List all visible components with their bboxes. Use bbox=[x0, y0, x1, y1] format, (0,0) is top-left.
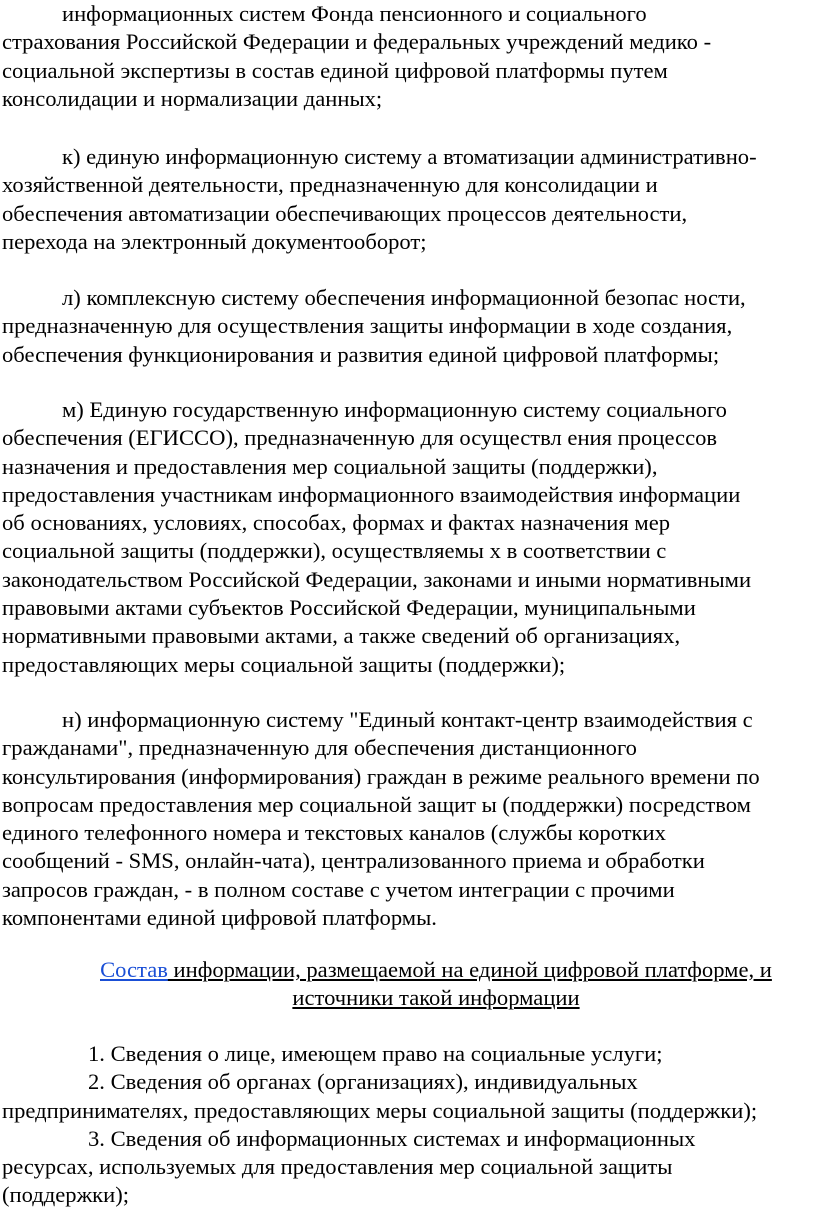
text-line: запросов граждан, - в полном составе с учетом интеграции с прочими bbox=[2, 876, 675, 902]
text-line: обеспечения автоматизации обеспечивающих процессов деятельности, bbox=[2, 200, 688, 226]
text-line: гражданами", предназначенную для обеспечения дистанционного bbox=[2, 735, 637, 761]
text-line: социальной защиты (поддержки), осуществляемы х в соответствии с bbox=[2, 538, 667, 564]
text-line: сообщений - SMS, онлайн-чата), централизованного приема и обработки bbox=[2, 848, 705, 874]
heading-line-2: источники такой информации bbox=[292, 985, 580, 1011]
list-item-continuation: предпринимателях, предоставляющих меры социальной защиты (поддержки); bbox=[2, 1097, 758, 1123]
text-line: м) Единую государственную информационную систему социального bbox=[62, 397, 727, 422]
text-line: консолидации и нормализации данных; bbox=[2, 85, 383, 111]
text-line: правовыми актами субъектов Российской Федерации, муниципальными bbox=[2, 595, 696, 621]
paragraph-i-continuation bbox=[2, 0, 814, 113]
section-heading bbox=[60, 956, 812, 1013]
paragraph-m bbox=[2, 396, 814, 679]
text-line: нормативными правовыми актами, а также сведений об организациях, bbox=[2, 623, 681, 649]
list-item: 2. Сведения об органах (организациях), индивидуальных bbox=[88, 1069, 638, 1095]
text-line: единого телефонного номера и текстовых каналов (службы коротких bbox=[2, 820, 666, 846]
information-list bbox=[2, 1040, 814, 1210]
list-item: 3. Сведения об информационных системах и информационных bbox=[88, 1125, 696, 1151]
text-line: предоставляющих меры социальной защиты (поддержки); bbox=[2, 651, 566, 677]
text-line: компонентами единой цифровой платформы. bbox=[2, 905, 437, 931]
text-line: л) комплексную систему обеспечения информационной безопас ности, bbox=[62, 285, 746, 310]
text-line: обеспечения функционирования и развития единой цифровой платформы; bbox=[2, 341, 720, 367]
text-line: социальной экспертизы в состав единой цифровой платформы путем bbox=[2, 57, 668, 83]
text-line: н) информационную систему "Единый контакт-центр взаимодействия с bbox=[62, 707, 753, 732]
paragraph-n bbox=[2, 706, 814, 932]
heading-line-1 bbox=[60, 956, 812, 984]
text-line: назначения и предоставления мер социальной защиты (поддержки), bbox=[2, 453, 658, 479]
composition-link[interactable]: Состав bbox=[100, 957, 168, 982]
text-line: вопросам предоставления мер социальной защит ы (поддержки) посредством bbox=[2, 791, 751, 817]
text-line: предоставления участникам информационного взаимодействия информации bbox=[2, 481, 741, 507]
text-line: об основаниях, условиях, способах, формах и фактах назначения мер bbox=[2, 510, 671, 536]
text-line: обеспечения (ЕГИССО), предназначенную для осуществл ения процессов bbox=[2, 425, 718, 451]
heading-line-1-text: информации, размещаемой на единой цифровой платформе, и bbox=[167, 957, 772, 982]
list-item: 1. Сведения о лице, имеющем право на социальные услуги; bbox=[88, 1041, 663, 1066]
text-line: страхования Российской Федерации и федеральных учреждений медико - bbox=[2, 29, 712, 55]
list-item-continuation: (поддержки); bbox=[2, 1182, 130, 1208]
text-line: консультирования (информирования) граждан в режиме реального времени по bbox=[2, 763, 760, 789]
list-item-continuation: ресурсах, используемых для предоставления мер социальной защиты bbox=[2, 1154, 673, 1180]
text-line: к) единую информационную систему а втоматизации административно- bbox=[62, 144, 757, 169]
text-line: законодательством Российской Федерации, законами и иными нормативными bbox=[2, 566, 752, 592]
text-line: перехода на электронный документооборот; bbox=[2, 228, 427, 254]
paragraph-l bbox=[2, 284, 814, 369]
text-line: информационных систем Фонда пенсионного и социального bbox=[62, 1, 647, 26]
text-line: предназначенную для осуществления защиты информации в ходе создания, bbox=[2, 313, 733, 339]
text-line: хозяйственной деятельности, предназначенную для консолидации и bbox=[2, 172, 658, 198]
paragraph-k bbox=[2, 143, 814, 256]
